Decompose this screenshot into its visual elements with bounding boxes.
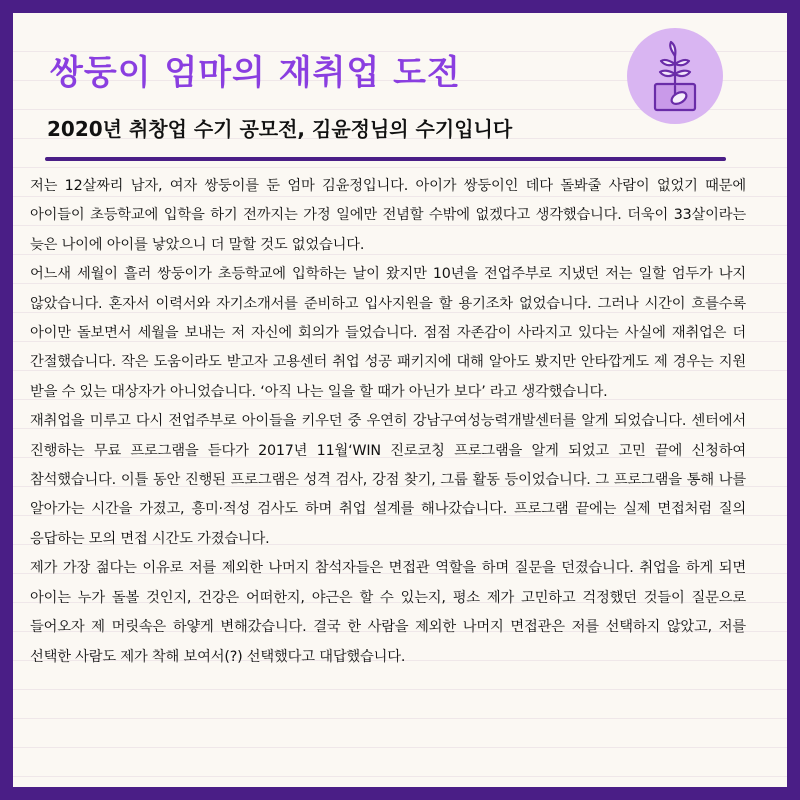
sprout-seed-icon xyxy=(627,28,723,124)
paragraph: 저는 12살짜리 남자, 여자 쌍둥이를 둔 엄마 김윤정입니다. 아이가 쌍둥이인 데다 돌봐줄 사람이 없었기 때문에 아이들이 초등학교에 입학을 하기 전까지는 가정 일에만 전념할 수밖에 없겠다고 생각했습니다. 더욱이 33살이라는 늦은 나이에 아이를 낳았으니 더 말할 것도 없었습니다. xyxy=(30,178,746,253)
header-divider xyxy=(45,157,726,161)
paragraph: 재취업을 미루고 다시 전업주부로 아이들을 키우던 중 우연히 강남구여성능력개발센터를 알게 되었습니다. 센터에서 진행하는 무료 프로그램을 듣다가 2017년 11월‘WIN 진로코칭 프로그램을 알게 되었고 고민 끝에 신청하여 참석했습니다. 이틀 동안 진행된 프로그램은 성격 검사, 강점 찾기, 그룹 활동 등이었습니다. 그 프로그램을 통해 나를 알아가는 시간을 가졌고, 흥미·적성 검사도 하며 취업 설계를 해나갔습니다. 프로그램 끝에는 실제 면접처럼 질의 응답하는 모의 면접 시간도 가졌습니다. xyxy=(30,413,746,547)
essay-body xyxy=(30,172,746,672)
paragraph: 어느새 세월이 흘러 쌍둥이가 초등학교에 입학하는 날이 왔지만 10년을 전업주부로 지냈던 저는 일할 엄두가 나지 않았습니다. 혼자서 이력서와 자기소개서를 준비하고 입사지원을 할 용기조차 없었습니다. 그러나 시간이 흐를수록 아이만 돌보면서 세월을 보내는 저 자신에 회의가 들었습니다. 점점 자존감이 사라지고 있다는 사실에 재취업은 더 간절했습니다. 작은 도움이라도 받고자 고용센터 취업 성공 패키지에 대해 알아도 봤지만 안타깝게도 제 경우는 지원 받을 수 있는 대상자가 아니었습니다. ‘아직 나는 일을 할 때가 아닌가 보다’ 라고 생각했습니다. xyxy=(30,266,746,400)
paragraph: 제가 가장 젊다는 이유로 저를 제외한 나머지 참석자들은 면접관 역할을 하며 질문을 던졌습니다. 취업을 하게 되면 아이는 누가 돌볼 것인지, 건강은 어떠한지, 야근은 할 수 있는지, 평소 제가 고민하고 걱정했던 것들이 질문으로 들어오자 제 머릿속은 하얗게 변해갔습니다. 결국 한 사람을 제외한 나머지 면접관은 저를 선택하지 않았고, 저를 선택한 사람도 제가 착해 보여서(?) 선택했다고 대답했습니다. xyxy=(30,560,746,665)
logo-badge xyxy=(627,28,723,124)
page-subtitle: 2020년 취창업 수기 공모전, 김윤정님의 수기입니다 xyxy=(47,117,513,141)
page-title: 쌍둥이 엄마의 재취업 도전 xyxy=(50,53,461,93)
